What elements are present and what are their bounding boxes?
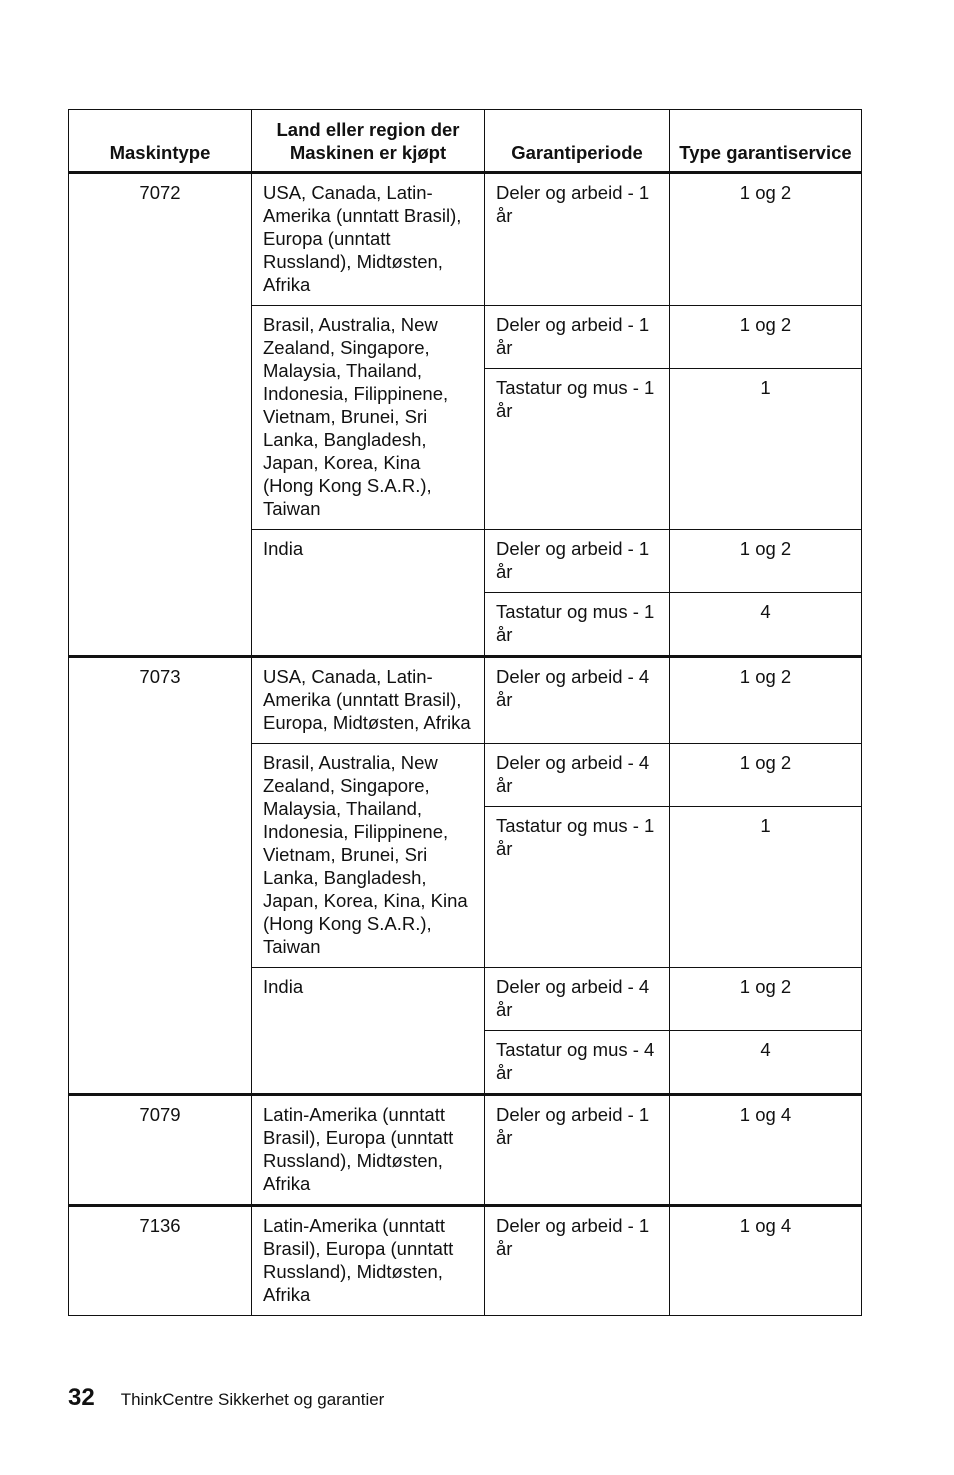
header-region: Land eller region der Maskinen er kjøpt	[252, 110, 485, 173]
table-row	[69, 657, 862, 744]
footer-title: ThinkCentre Sikkerhet og garantier	[120, 1390, 385, 1409]
service-cell: 1 og 2	[670, 744, 862, 807]
table-row	[69, 1206, 862, 1316]
service-cell: 4	[670, 593, 862, 657]
period-cell: Deler og arbeid - 4 år	[485, 657, 670, 744]
period-cell: Deler og arbeid - 4 år	[485, 744, 670, 807]
region-cell: USA, Canada, Latin-Amerika (unntatt Brasil), Europa, Midtøsten, Afrika	[252, 657, 485, 744]
region-cell: Brasil, Australia, New Zealand, Singapore, Malaysia, Thailand, Indonesia, Filippinene, Vietnam, Brunei, Sri Lanka, Bangladesh, Japan, Korea, Kina (Hong Kong S.A.R.), Taiwan	[252, 306, 485, 530]
period-cell: Deler og arbeid - 1 år	[485, 530, 670, 593]
service-cell: 4	[670, 1031, 862, 1095]
period-cell: Tastatur og mus - 1 år	[485, 593, 670, 657]
region-cell: Latin-Amerika (unntatt Brasil), Europa (unntatt Russland), Midtøsten, Afrika	[252, 1206, 485, 1316]
period-cell: Tastatur og mus - 1 år	[485, 369, 670, 530]
service-cell: 1 og 2	[670, 173, 862, 306]
period-cell: Deler og arbeid - 1 år	[485, 1095, 670, 1206]
warranty-table	[68, 109, 862, 1316]
header-machine-type: Maskintype	[69, 110, 252, 173]
machine-type-cell: 7073	[69, 657, 252, 1095]
header-service: Type garantiservice	[670, 110, 862, 173]
service-cell: 1 og 2	[670, 968, 862, 1031]
region-cell: India	[252, 968, 485, 1095]
region-cell: Brasil, Australia, New Zealand, Singapore, Malaysia, Thailand, Indonesia, Filippinene, Vietnam, Brunei, Sri Lanka, Bangladesh, Japan, Korea, Kina, Kina (Hong Kong S.A.R.), Taiwan	[252, 744, 485, 968]
service-cell: 1 og 2	[670, 530, 862, 593]
page-number: 32	[68, 1384, 95, 1411]
period-cell: Deler og arbeid - 4 år	[485, 968, 670, 1031]
service-cell: 1	[670, 369, 862, 530]
region-cell: India	[252, 530, 485, 657]
header-period: Garantiperiode	[485, 110, 670, 173]
region-cell: Latin-Amerika (unntatt Brasil), Europa (unntatt Russland), Midtøsten, Afrika	[252, 1095, 485, 1206]
service-cell: 1 og 4	[670, 1095, 862, 1206]
period-cell: Deler og arbeid - 1 år	[485, 1206, 670, 1316]
region-cell: USA, Canada, Latin-Amerika (unntatt Brasil), Europa (unntatt Russland), Midtøsten, Afrika	[252, 173, 485, 306]
period-cell: Tastatur og mus - 1 år	[485, 807, 670, 968]
table-row	[69, 173, 862, 306]
period-cell: Tastatur og mus - 4 år	[485, 1031, 670, 1095]
period-cell: Deler og arbeid - 1 år	[485, 306, 670, 369]
service-cell: 1 og 2	[670, 306, 862, 369]
service-cell: 1 og 4	[670, 1206, 862, 1316]
service-cell: 1	[670, 807, 862, 968]
service-cell: 1 og 2	[670, 657, 862, 744]
table-row	[69, 1095, 862, 1206]
table-header-row	[69, 110, 862, 173]
machine-type-cell: 7072	[69, 173, 252, 657]
machine-type-cell: 7136	[69, 1206, 252, 1316]
period-cell: Deler og arbeid - 1 år	[485, 173, 670, 306]
machine-type-cell: 7079	[69, 1095, 252, 1206]
page-footer	[68, 1384, 384, 1412]
